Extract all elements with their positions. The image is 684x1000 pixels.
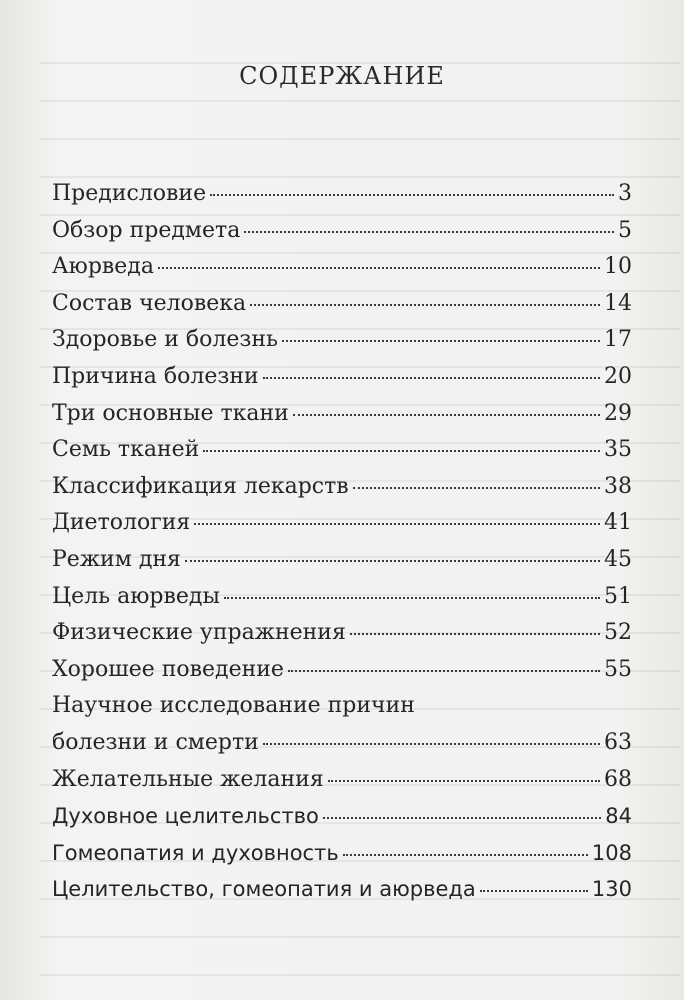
- toc-page-number: 55: [604, 656, 632, 682]
- toc-entry-label: Три основные ткани: [52, 400, 289, 426]
- toc-leader-dots: [158, 266, 600, 269]
- toc-leader-dots: [263, 742, 600, 745]
- toc-page-number: 29: [604, 400, 632, 426]
- toc-entry: [52, 615, 632, 652]
- toc-entry-label: Диетология: [52, 510, 191, 536]
- toc-entry: [52, 798, 632, 835]
- page-title: СОДЕРЖАНИЕ: [239, 62, 445, 90]
- toc-entry-label: Духовное целительство: [52, 804, 319, 829]
- toc-entry-label: Научное исследование причин: [52, 693, 415, 719]
- toc-entry: [52, 762, 632, 799]
- toc-page-number: 130: [591, 877, 632, 902]
- toc-page-number: 68: [604, 766, 632, 792]
- toc-leader-dots: [328, 779, 600, 782]
- toc-entry: [52, 469, 632, 506]
- toc-entry: [52, 579, 632, 616]
- toc-entry: [52, 505, 632, 542]
- toc-leader-dots: [480, 889, 588, 892]
- toc-page-number: 84: [605, 804, 632, 829]
- toc-page-number: 63: [604, 729, 632, 755]
- toc-entry: [52, 835, 632, 872]
- toc-leader-dots: [293, 413, 600, 416]
- toc-leader-dots: [282, 339, 600, 342]
- toc-leader-dots: [323, 816, 601, 819]
- toc-page-number: 35: [604, 437, 632, 463]
- toc-leader-dots: [224, 596, 600, 599]
- toc-entry-label: Обзор предмета: [52, 217, 241, 243]
- toc-page-number: 17: [604, 327, 632, 353]
- toc-page-number: 51: [604, 583, 632, 609]
- toc-page-number: 41: [604, 510, 632, 536]
- toc-leader-dots: [288, 669, 600, 672]
- toc-leader-dots: [244, 230, 614, 233]
- toc-entry-label: Классификация лекарств: [52, 473, 349, 499]
- toc-entry-label: Гомеопатия и духовность: [52, 840, 339, 865]
- toc-entry-label: болезни и смерти: [52, 729, 259, 755]
- toc-page-number: 45: [604, 546, 632, 572]
- toc-entry: [52, 725, 632, 762]
- toc-leader-dots: [185, 559, 600, 562]
- toc-entry-label: Здоровье и болезнь: [52, 327, 278, 353]
- toc-leader-dots: [353, 486, 600, 489]
- toc-entry: [52, 359, 632, 396]
- toc-entry: [52, 542, 632, 579]
- toc-entry: [52, 652, 632, 689]
- table-of-contents: [52, 176, 632, 908]
- toc-entry: [52, 432, 632, 469]
- toc-entry-label: Целительство, гомеопатия и аюрведа: [52, 877, 476, 902]
- toc-entry-label: Режим дня: [52, 546, 181, 572]
- toc-entry-label: Предисловие: [52, 181, 207, 206]
- toc-leader-dots: [210, 193, 614, 196]
- toc-page-number: 14: [604, 290, 632, 316]
- toc-leader-dots: [350, 632, 600, 635]
- toc-leader-dots: [194, 522, 600, 525]
- toc-page-number: 20: [604, 363, 632, 389]
- toc-entry-label: Аюрведа: [52, 254, 154, 280]
- toc-entry-label: Физические упражнения: [52, 620, 346, 646]
- toc-entry: [52, 871, 632, 908]
- toc-leader-dots: [343, 853, 588, 856]
- toc-leader-dots: [203, 449, 600, 452]
- toc-entry: [52, 286, 632, 323]
- toc-entry: [52, 213, 632, 250]
- toc-entry-label: Цель аюрведы: [52, 583, 220, 609]
- toc-leader-dots: [263, 376, 600, 379]
- toc-entry-label: Желательные желания: [52, 766, 324, 792]
- toc-entry-label: Причина болезни: [52, 363, 259, 389]
- toc-page-number: 10: [604, 254, 632, 280]
- toc-page-number: 52: [604, 620, 632, 646]
- toc-entry-label: Состав человека: [52, 290, 247, 316]
- toc-page-number: 3: [618, 181, 632, 206]
- toc-leader-dots: [250, 303, 600, 306]
- toc-entry-label: Семь тканей: [52, 437, 200, 463]
- toc-entry-first-line: [52, 688, 632, 725]
- toc-entry: [52, 396, 632, 433]
- toc-page-number: 38: [604, 473, 632, 499]
- toc-entry: [52, 322, 632, 359]
- toc-entry-label: Хорошее поведение: [52, 656, 284, 682]
- toc-entry: [52, 249, 632, 286]
- toc-page-number: 108: [591, 840, 632, 865]
- toc-page-number: 5: [618, 217, 632, 243]
- toc-entry: [52, 176, 632, 213]
